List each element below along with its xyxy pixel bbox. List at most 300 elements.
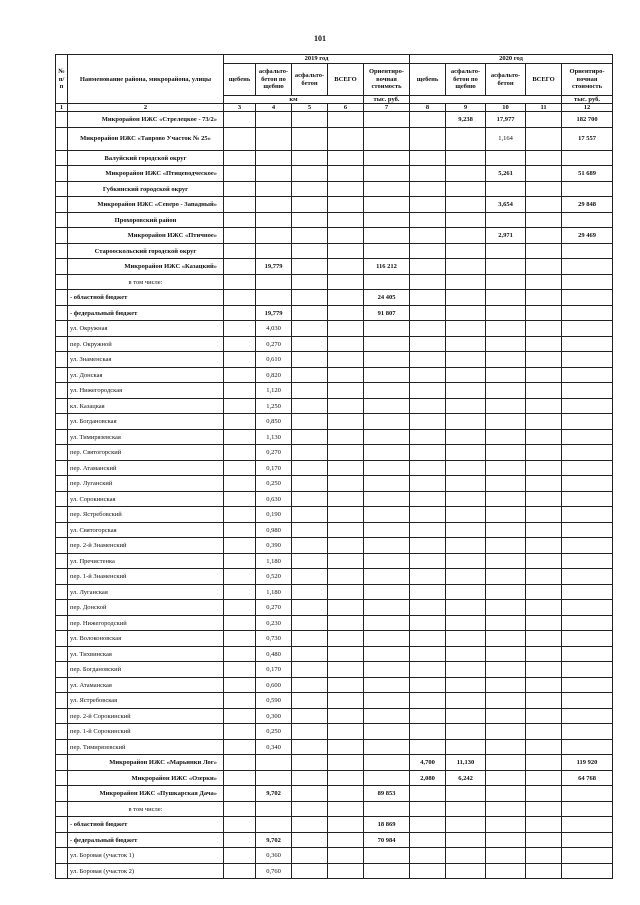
value-cell — [446, 615, 486, 631]
value-cell — [364, 112, 410, 128]
value-cell — [364, 522, 410, 538]
row-name: пер. 2-й Знаменский — [68, 538, 224, 554]
value-cell — [486, 336, 526, 352]
value-cell — [410, 507, 446, 523]
row-number-cell — [56, 150, 68, 166]
header-unit-rub-2020: тыс. руб. — [562, 96, 613, 104]
value-cell — [562, 677, 613, 693]
header-asph-2020: асфальто-бетон — [486, 64, 526, 96]
value-cell — [364, 600, 410, 616]
value-cell: 1,130 — [256, 429, 292, 445]
value-cell — [292, 181, 328, 197]
value-cell — [328, 522, 364, 538]
value-cell — [486, 429, 526, 445]
row-number-cell — [56, 445, 68, 461]
row-number-cell — [56, 832, 68, 848]
table-row — [56, 770, 613, 786]
value-cell — [292, 321, 328, 337]
table-row — [56, 693, 613, 709]
value-cell — [224, 755, 256, 771]
row-number-cell — [56, 383, 68, 399]
row-number-cell — [56, 259, 68, 275]
row-name: ул. Волоконовская — [68, 631, 224, 647]
table-row — [56, 259, 613, 275]
row-number-cell — [56, 646, 68, 662]
value-cell — [328, 662, 364, 678]
value-cell: 0,480 — [256, 646, 292, 662]
value-cell: 19,779 — [256, 305, 292, 321]
table-row — [56, 569, 613, 585]
value-cell — [486, 646, 526, 662]
value-cell — [410, 352, 446, 368]
value-cell — [486, 848, 526, 864]
row-name: Микрорайон ИЖС «Озерки» — [68, 770, 224, 786]
value-cell — [364, 863, 410, 879]
value-cell — [562, 848, 613, 864]
value-cell — [486, 662, 526, 678]
table-row — [56, 848, 613, 864]
value-cell — [224, 693, 256, 709]
row-name: ул. Атаманская — [68, 677, 224, 693]
value-cell — [562, 367, 613, 383]
value-cell — [410, 166, 446, 182]
value-cell — [256, 127, 292, 150]
value-cell — [292, 367, 328, 383]
value-cell — [224, 429, 256, 445]
value-cell — [526, 739, 562, 755]
value-cell — [224, 476, 256, 492]
value-cell — [446, 817, 486, 833]
value-cell — [364, 243, 410, 259]
value-cell — [562, 817, 613, 833]
value-cell: 1,120 — [256, 383, 292, 399]
value-cell — [562, 507, 613, 523]
value-cell — [410, 181, 446, 197]
row-number-cell — [56, 817, 68, 833]
row-name: Старооскольский городской округ — [68, 243, 224, 259]
row-number-cell — [56, 631, 68, 647]
column-number: 10 — [486, 104, 526, 112]
row-number-cell — [56, 677, 68, 693]
value-cell — [292, 693, 328, 709]
row-name: - федеральный бюджет — [68, 832, 224, 848]
table-row — [56, 491, 613, 507]
table-row — [56, 662, 613, 678]
value-cell — [292, 662, 328, 678]
value-cell — [328, 801, 364, 817]
column-number: 9 — [446, 104, 486, 112]
value-cell — [562, 181, 613, 197]
value-cell: 0,250 — [256, 724, 292, 740]
row-number-cell — [56, 739, 68, 755]
value-cell: 0,610 — [256, 352, 292, 368]
value-cell — [562, 460, 613, 476]
value-cell — [446, 274, 486, 290]
row-number-cell — [56, 398, 68, 414]
value-cell — [224, 445, 256, 461]
value-cell — [410, 832, 446, 848]
table-row — [56, 522, 613, 538]
value-cell: 0,630 — [256, 491, 292, 507]
value-cell — [292, 631, 328, 647]
value-cell — [328, 569, 364, 585]
header-asph-2019: асфальто-бетон — [292, 64, 328, 96]
value-cell — [486, 491, 526, 507]
value-cell — [410, 677, 446, 693]
row-name: ул. Нижегородская — [68, 383, 224, 399]
value-cell — [410, 600, 446, 616]
row-name: ул. Богдановская — [68, 414, 224, 430]
value-cell — [410, 259, 446, 275]
table-row — [56, 367, 613, 383]
value-cell — [364, 693, 410, 709]
header-year-2019: 2019 год — [224, 55, 410, 64]
table-row — [56, 321, 613, 337]
value-cell — [410, 321, 446, 337]
value-cell — [224, 553, 256, 569]
value-cell — [526, 127, 562, 150]
value-cell — [410, 817, 446, 833]
value-cell: 0,600 — [256, 677, 292, 693]
value-cell — [364, 197, 410, 213]
row-number-cell — [56, 491, 68, 507]
value-cell — [486, 724, 526, 740]
row-number-cell — [56, 600, 68, 616]
value-cell — [224, 414, 256, 430]
value-cell — [256, 197, 292, 213]
value-cell — [224, 197, 256, 213]
value-cell: 0,980 — [256, 522, 292, 538]
value-cell — [328, 367, 364, 383]
value-cell — [328, 383, 364, 399]
value-cell — [446, 259, 486, 275]
value-cell — [328, 460, 364, 476]
value-cell — [410, 414, 446, 430]
table-row — [56, 646, 613, 662]
value-cell — [446, 646, 486, 662]
value-cell — [410, 615, 446, 631]
row-name: - областной бюджет — [68, 290, 224, 306]
value-cell — [446, 491, 486, 507]
value-cell — [292, 770, 328, 786]
value-cell — [364, 398, 410, 414]
value-cell — [292, 646, 328, 662]
value-cell — [224, 817, 256, 833]
value-cell — [224, 739, 256, 755]
value-cell — [292, 112, 328, 128]
value-cell — [526, 553, 562, 569]
value-cell — [486, 383, 526, 399]
value-cell — [224, 127, 256, 150]
value-cell — [446, 383, 486, 399]
row-number-cell — [56, 243, 68, 259]
value-cell — [486, 460, 526, 476]
value-cell — [562, 584, 613, 600]
table-row — [56, 383, 613, 399]
value-cell: 0,850 — [256, 414, 292, 430]
row-name: ул. Знаменская — [68, 352, 224, 368]
value-cell — [486, 677, 526, 693]
value-cell — [446, 367, 486, 383]
column-number: 8 — [410, 104, 446, 112]
value-cell — [446, 414, 486, 430]
row-name: ул. Тимирязевская — [68, 429, 224, 445]
value-cell — [562, 212, 613, 228]
table-row — [56, 615, 613, 631]
value-cell — [410, 739, 446, 755]
value-cell — [256, 212, 292, 228]
value-cell — [446, 693, 486, 709]
value-cell — [486, 693, 526, 709]
value-cell — [446, 228, 486, 244]
value-cell — [526, 522, 562, 538]
value-cell — [410, 127, 446, 150]
value-cell — [364, 615, 410, 631]
value-cell — [224, 305, 256, 321]
value-cell — [292, 259, 328, 275]
value-cell — [224, 228, 256, 244]
value-cell — [328, 724, 364, 740]
row-name: пер. Нижегородский — [68, 615, 224, 631]
value-cell — [224, 724, 256, 740]
value-cell — [526, 708, 562, 724]
value-cell — [224, 243, 256, 259]
value-cell — [328, 197, 364, 213]
column-numbers-row — [56, 104, 613, 112]
value-cell — [224, 321, 256, 337]
table-row — [56, 181, 613, 197]
value-cell — [562, 646, 613, 662]
value-cell: 0,190 — [256, 507, 292, 523]
table-row — [56, 739, 613, 755]
value-cell: 182 700 — [562, 112, 613, 128]
value-cell — [526, 677, 562, 693]
value-cell — [328, 305, 364, 321]
value-cell — [562, 600, 613, 616]
value-cell — [526, 228, 562, 244]
value-cell — [256, 801, 292, 817]
table-row — [56, 212, 613, 228]
table-row — [56, 832, 613, 848]
row-number-cell — [56, 662, 68, 678]
value-cell — [526, 786, 562, 802]
value-cell: 17,977 — [486, 112, 526, 128]
row-name: пер. Богдановский — [68, 662, 224, 678]
table-row — [56, 305, 613, 321]
value-cell — [446, 724, 486, 740]
value-cell: 51 689 — [562, 166, 613, 182]
value-cell — [446, 336, 486, 352]
row-name: Микрорайон ИЖС «Пушкарская Дача» — [68, 786, 224, 802]
row-name: в том числе: — [68, 274, 224, 290]
value-cell — [410, 243, 446, 259]
value-cell — [562, 274, 613, 290]
value-cell — [224, 708, 256, 724]
value-cell — [446, 181, 486, 197]
value-cell — [328, 538, 364, 554]
row-name: кл. Казацкая — [68, 398, 224, 414]
value-cell — [486, 445, 526, 461]
value-cell — [410, 367, 446, 383]
value-cell — [526, 646, 562, 662]
value-cell — [562, 553, 613, 569]
value-cell — [410, 197, 446, 213]
value-cell: 1,180 — [256, 584, 292, 600]
row-name: Губкинский городской округ — [68, 181, 224, 197]
value-cell — [562, 739, 613, 755]
row-number-cell — [56, 770, 68, 786]
value-cell — [224, 166, 256, 182]
value-cell — [562, 352, 613, 368]
value-cell — [224, 352, 256, 368]
value-cell: 0,270 — [256, 445, 292, 461]
value-cell: 9,702 — [256, 786, 292, 802]
value-cell — [486, 522, 526, 538]
value-cell — [364, 584, 410, 600]
value-cell: 64 768 — [562, 770, 613, 786]
value-cell — [364, 755, 410, 771]
table-row — [56, 755, 613, 771]
table-row — [56, 290, 613, 306]
table-row — [56, 274, 613, 290]
value-cell — [224, 150, 256, 166]
value-cell — [446, 321, 486, 337]
value-cell — [562, 290, 613, 306]
value-cell: 116 212 — [364, 259, 410, 275]
value-cell — [446, 708, 486, 724]
table-row — [56, 584, 613, 600]
value-cell — [486, 863, 526, 879]
value-cell — [446, 460, 486, 476]
table-row — [56, 553, 613, 569]
value-cell — [562, 305, 613, 321]
value-cell — [256, 228, 292, 244]
value-cell — [224, 569, 256, 585]
value-cell — [256, 166, 292, 182]
value-cell — [292, 677, 328, 693]
value-cell — [486, 569, 526, 585]
value-cell — [446, 801, 486, 817]
value-cell — [292, 460, 328, 476]
value-cell — [292, 538, 328, 554]
row-name: Микрорайон ИЖС «Северо - Западный» — [68, 197, 224, 213]
value-cell — [562, 522, 613, 538]
value-cell — [364, 538, 410, 554]
value-cell — [224, 274, 256, 290]
value-cell — [410, 662, 446, 678]
row-name: Микрорайон ИЖС «Птичное» — [68, 228, 224, 244]
row-name: пер. 1-й Знаменский — [68, 569, 224, 585]
value-cell — [328, 166, 364, 182]
value-cell — [486, 584, 526, 600]
value-cell: 4,030 — [256, 321, 292, 337]
value-cell: 1,180 — [256, 553, 292, 569]
value-cell — [446, 522, 486, 538]
value-cell — [224, 646, 256, 662]
value-cell — [410, 584, 446, 600]
value-cell — [526, 538, 562, 554]
value-cell — [446, 290, 486, 306]
value-cell — [328, 677, 364, 693]
value-cell — [562, 538, 613, 554]
row-name: Микрорайон ИЖС «Марьинки Лог» — [68, 755, 224, 771]
row-name: ул. Донская — [68, 367, 224, 383]
value-cell — [328, 290, 364, 306]
value-cell — [562, 863, 613, 879]
value-cell — [292, 166, 328, 182]
value-cell — [364, 770, 410, 786]
value-cell — [526, 817, 562, 833]
value-cell — [410, 445, 446, 461]
table-row — [56, 429, 613, 445]
value-cell — [292, 739, 328, 755]
value-cell — [410, 212, 446, 228]
value-cell — [562, 832, 613, 848]
roads-table — [55, 54, 613, 879]
row-number-cell — [56, 538, 68, 554]
value-cell: 70 984 — [364, 832, 410, 848]
value-cell — [486, 538, 526, 554]
value-cell — [486, 212, 526, 228]
table-row — [56, 538, 613, 554]
value-cell — [410, 383, 446, 399]
value-cell: 0,250 — [256, 476, 292, 492]
value-cell — [292, 522, 328, 538]
value-cell — [224, 584, 256, 600]
value-cell — [446, 507, 486, 523]
value-cell — [292, 832, 328, 848]
value-cell — [256, 755, 292, 771]
value-cell — [562, 383, 613, 399]
value-cell: 1,164 — [486, 127, 526, 150]
table-row — [56, 631, 613, 647]
row-number-cell — [56, 414, 68, 430]
row-number-cell — [56, 460, 68, 476]
value-cell — [526, 197, 562, 213]
header-total-2020: ВСЕГО — [526, 64, 562, 96]
value-cell — [224, 507, 256, 523]
value-cell — [526, 243, 562, 259]
value-cell — [562, 615, 613, 631]
value-cell: 1,250 — [256, 398, 292, 414]
row-name: пер. 2-й Сорокинский — [68, 708, 224, 724]
value-cell: 0,390 — [256, 538, 292, 554]
value-cell — [364, 445, 410, 461]
value-cell — [364, 848, 410, 864]
value-cell — [364, 476, 410, 492]
value-cell — [292, 553, 328, 569]
value-cell — [224, 383, 256, 399]
header-num: № п/п — [56, 55, 68, 104]
row-number-cell — [56, 127, 68, 150]
value-cell — [328, 274, 364, 290]
value-cell — [410, 290, 446, 306]
table-row — [56, 352, 613, 368]
row-number-cell — [56, 476, 68, 492]
table-row — [56, 507, 613, 523]
value-cell — [526, 460, 562, 476]
value-cell: 0,820 — [256, 367, 292, 383]
value-cell: 0,340 — [256, 739, 292, 755]
value-cell — [292, 228, 328, 244]
value-cell — [410, 336, 446, 352]
value-cell — [446, 863, 486, 879]
value-cell — [526, 112, 562, 128]
table-row — [56, 243, 613, 259]
value-cell: 4,700 — [410, 755, 446, 771]
value-cell — [224, 848, 256, 864]
table-row — [56, 414, 613, 430]
